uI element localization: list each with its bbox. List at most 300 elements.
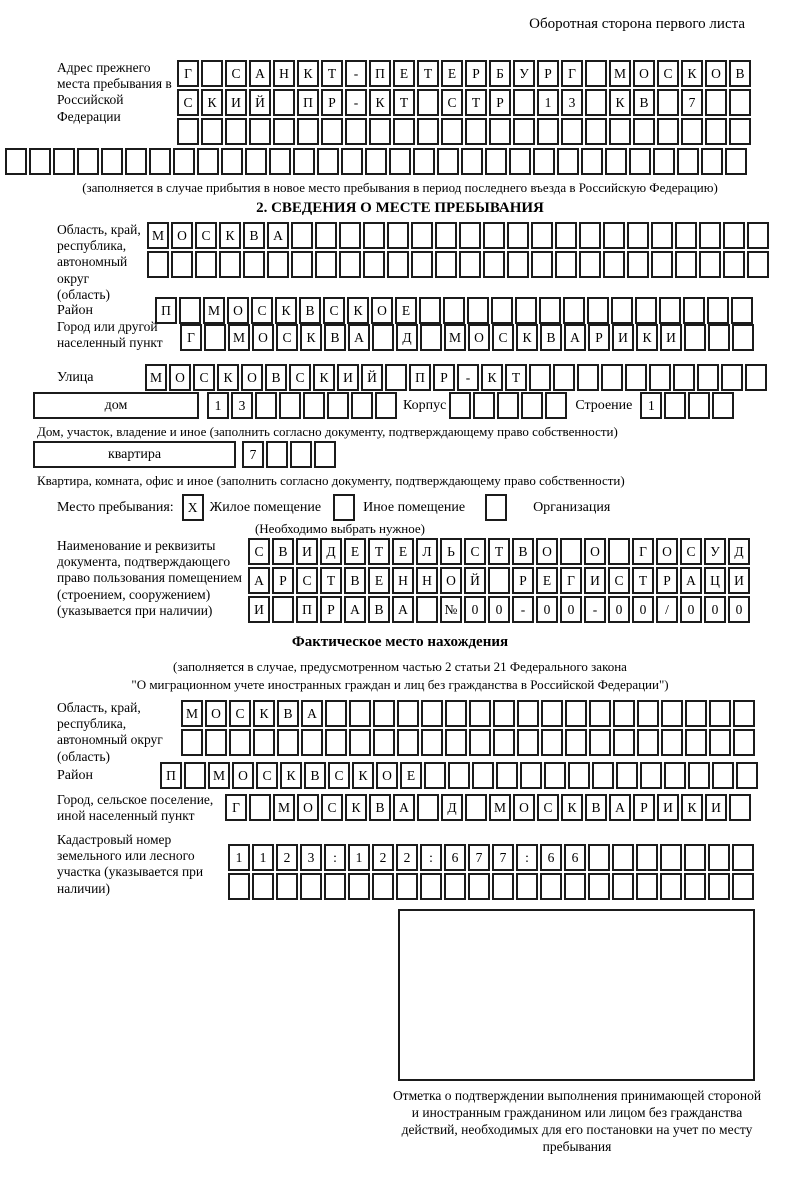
char-cell[interactable] — [627, 222, 649, 249]
char-cell[interactable] — [459, 222, 481, 249]
char-cell[interactable] — [616, 762, 638, 789]
char-cell[interactable]: М — [444, 324, 466, 351]
char-cell[interactable] — [411, 251, 433, 278]
char-cell[interactable] — [147, 251, 169, 278]
char-cell[interactable] — [469, 729, 491, 756]
char-cell[interactable]: И — [296, 538, 318, 565]
char-cell[interactable] — [723, 251, 745, 278]
char-cell[interactable] — [445, 700, 467, 727]
char-cell[interactable] — [509, 148, 531, 175]
char-cell[interactable]: Р — [633, 794, 655, 821]
char-cell[interactable] — [173, 148, 195, 175]
char-cell[interactable]: О — [171, 222, 193, 249]
char-cell[interactable]: Н — [273, 60, 295, 87]
char-cell[interactable]: И — [657, 794, 679, 821]
char-cell[interactable]: О — [705, 60, 727, 87]
char-cell[interactable] — [531, 222, 553, 249]
char-cell[interactable] — [579, 222, 601, 249]
char-cell[interactable] — [712, 762, 734, 789]
char-cell[interactable] — [513, 89, 535, 116]
char-cell[interactable] — [517, 700, 539, 727]
char-cell[interactable]: Н — [392, 567, 414, 594]
char-cell[interactable] — [297, 118, 319, 145]
char-cell[interactable]: С — [289, 364, 311, 391]
char-cell[interactable] — [577, 364, 599, 391]
char-cell[interactable] — [579, 251, 601, 278]
char-cell[interactable] — [497, 392, 519, 419]
char-cell[interactable] — [411, 222, 433, 249]
char-cell[interactable]: Р — [272, 567, 294, 594]
char-cell[interactable]: М — [181, 700, 203, 727]
char-cell[interactable]: Т — [417, 60, 439, 87]
char-cell[interactable]: С — [229, 700, 251, 727]
char-cell[interactable]: М — [208, 762, 230, 789]
char-cell[interactable]: О — [633, 60, 655, 87]
char-cell[interactable]: В — [344, 567, 366, 594]
char-cell[interactable]: В — [277, 700, 299, 727]
char-cell[interactable] — [291, 251, 313, 278]
char-cell[interactable] — [293, 148, 315, 175]
char-cell[interactable] — [640, 762, 662, 789]
char-cell[interactable]: Т — [465, 89, 487, 116]
char-cell[interactable] — [564, 873, 586, 900]
char-cell[interactable]: 6 — [444, 844, 466, 871]
char-cell[interactable] — [588, 873, 610, 900]
char-cell[interactable] — [489, 118, 511, 145]
char-cell[interactable]: Ц — [704, 567, 726, 594]
char-cell[interactable] — [345, 118, 367, 145]
char-cell[interactable]: К — [352, 762, 374, 789]
char-cell[interactable] — [349, 700, 371, 727]
char-cell[interactable] — [681, 118, 703, 145]
char-cell[interactable] — [701, 148, 723, 175]
char-cell[interactable]: С — [537, 794, 559, 821]
char-cell[interactable]: С — [323, 297, 345, 324]
char-cell[interactable]: И — [225, 89, 247, 116]
char-cell[interactable] — [608, 538, 630, 565]
char-cell[interactable]: Т — [632, 567, 654, 594]
char-cell[interactable]: К — [201, 89, 223, 116]
char-cell[interactable] — [565, 729, 587, 756]
char-cell[interactable] — [592, 762, 614, 789]
char-cell[interactable] — [708, 324, 730, 351]
char-cell[interactable] — [363, 222, 385, 249]
char-cell[interactable] — [389, 148, 411, 175]
char-cell[interactable] — [581, 148, 603, 175]
char-cell[interactable] — [197, 148, 219, 175]
char-cell[interactable] — [363, 251, 385, 278]
char-cell[interactable]: 3 — [300, 844, 322, 871]
char-cell[interactable]: В — [633, 89, 655, 116]
char-cell[interactable]: А — [609, 794, 631, 821]
char-cell[interactable]: М — [609, 60, 631, 87]
char-cell[interactable] — [609, 118, 631, 145]
char-cell[interactable] — [723, 222, 745, 249]
char-cell[interactable]: С — [464, 538, 486, 565]
char-cell[interactable]: В — [512, 538, 534, 565]
char-cell[interactable]: К — [347, 297, 369, 324]
char-cell[interactable] — [733, 729, 755, 756]
char-cell[interactable] — [324, 873, 346, 900]
char-cell[interactable]: К — [516, 324, 538, 351]
char-cell[interactable] — [253, 729, 275, 756]
char-cell[interactable] — [555, 251, 577, 278]
char-cell[interactable] — [649, 364, 671, 391]
char-cell[interactable] — [177, 118, 199, 145]
char-cell[interactable]: М — [228, 324, 250, 351]
char-cell[interactable]: Е — [536, 567, 558, 594]
char-cell[interactable]: А — [344, 596, 366, 623]
char-cell[interactable]: О — [205, 700, 227, 727]
char-cell[interactable] — [625, 364, 647, 391]
char-cell[interactable]: Е — [344, 538, 366, 565]
char-cell[interactable]: / — [656, 596, 678, 623]
char-cell[interactable]: А — [348, 324, 370, 351]
char-cell[interactable]: Т — [321, 60, 343, 87]
char-cell[interactable] — [373, 700, 395, 727]
char-cell[interactable] — [273, 89, 295, 116]
char-cell[interactable] — [29, 148, 51, 175]
char-cell[interactable] — [637, 700, 659, 727]
char-cell[interactable] — [507, 251, 529, 278]
char-cell[interactable]: О — [232, 762, 254, 789]
char-cell[interactable]: В — [265, 364, 287, 391]
char-cell[interactable]: Т — [320, 567, 342, 594]
char-cell[interactable]: Й — [249, 89, 271, 116]
char-cell[interactable] — [243, 251, 265, 278]
char-cell[interactable]: П — [296, 596, 318, 623]
char-cell[interactable] — [325, 729, 347, 756]
char-cell[interactable] — [493, 729, 515, 756]
char-cell[interactable] — [365, 148, 387, 175]
char-cell[interactable]: К — [345, 794, 367, 821]
char-cell[interactable] — [637, 729, 659, 756]
char-cell[interactable] — [661, 729, 683, 756]
char-cell[interactable] — [348, 873, 370, 900]
char-cell[interactable]: Р — [321, 89, 343, 116]
char-cell[interactable]: О — [376, 762, 398, 789]
char-cell[interactable]: О — [241, 364, 263, 391]
stay-type-checkbox-residential[interactable]: X — [182, 494, 204, 521]
char-cell[interactable] — [417, 89, 439, 116]
char-cell[interactable] — [420, 324, 442, 351]
char-cell[interactable] — [483, 251, 505, 278]
char-cell[interactable]: С — [321, 794, 343, 821]
char-cell[interactable] — [125, 148, 147, 175]
char-cell[interactable]: Р — [537, 60, 559, 87]
char-cell[interactable]: А — [564, 324, 586, 351]
char-cell[interactable] — [492, 873, 514, 900]
char-cell[interactable]: : — [324, 844, 346, 871]
char-cell[interactable]: С — [276, 324, 298, 351]
char-cell[interactable] — [225, 118, 247, 145]
char-cell[interactable] — [709, 729, 731, 756]
char-cell[interactable] — [568, 762, 590, 789]
char-cell[interactable]: К — [681, 60, 703, 87]
char-cell[interactable]: С — [251, 297, 273, 324]
char-cell[interactable]: И — [337, 364, 359, 391]
char-cell[interactable]: Л — [416, 538, 438, 565]
char-cell[interactable]: С — [328, 762, 350, 789]
char-cell[interactable]: К — [369, 89, 391, 116]
char-cell[interactable]: Е — [392, 538, 414, 565]
char-cell[interactable]: Т — [488, 538, 510, 565]
char-cell[interactable] — [339, 222, 361, 249]
char-cell[interactable] — [421, 729, 443, 756]
char-cell[interactable]: К — [217, 364, 239, 391]
char-cell[interactable] — [653, 148, 675, 175]
char-cell[interactable] — [195, 251, 217, 278]
char-cell[interactable]: В — [585, 794, 607, 821]
char-cell[interactable]: - — [345, 89, 367, 116]
char-cell[interactable]: В — [272, 538, 294, 565]
char-cell[interactable] — [448, 762, 470, 789]
char-cell[interactable]: П — [297, 89, 319, 116]
char-cell[interactable] — [393, 118, 415, 145]
char-cell[interactable] — [520, 762, 542, 789]
char-cell[interactable]: 6 — [564, 844, 586, 871]
char-cell[interactable]: Т — [368, 538, 390, 565]
char-cell[interactable]: И — [728, 567, 750, 594]
char-cell[interactable]: К — [275, 297, 297, 324]
char-cell[interactable] — [660, 844, 682, 871]
char-cell[interactable]: С — [441, 89, 463, 116]
char-cell[interactable]: М — [147, 222, 169, 249]
stay-type-checkbox-organization[interactable] — [485, 494, 507, 521]
char-cell[interactable] — [201, 60, 223, 87]
char-cell[interactable] — [627, 251, 649, 278]
char-cell[interactable]: Г — [561, 60, 583, 87]
char-cell[interactable]: 7 — [242, 441, 264, 468]
char-cell[interactable] — [688, 762, 710, 789]
char-cell[interactable] — [273, 118, 295, 145]
char-cell[interactable]: Г — [560, 567, 582, 594]
char-cell[interactable] — [303, 392, 325, 419]
char-cell[interactable] — [677, 148, 699, 175]
char-cell[interactable]: : — [516, 844, 538, 871]
char-cell[interactable] — [245, 148, 267, 175]
stay-type-checkbox-other-premises[interactable] — [333, 494, 355, 521]
char-cell[interactable] — [339, 251, 361, 278]
char-cell[interactable] — [721, 364, 743, 391]
char-cell[interactable]: Т — [393, 89, 415, 116]
char-cell[interactable]: И — [612, 324, 634, 351]
char-cell[interactable]: : — [420, 844, 442, 871]
char-cell[interactable] — [171, 251, 193, 278]
char-cell[interactable]: К — [681, 794, 703, 821]
char-cell[interactable]: А — [248, 567, 270, 594]
char-cell[interactable] — [629, 148, 651, 175]
char-cell[interactable]: 0 — [536, 596, 558, 623]
char-cell[interactable]: К — [280, 762, 302, 789]
char-cell[interactable]: Г — [177, 60, 199, 87]
char-cell[interactable]: А — [393, 794, 415, 821]
char-cell[interactable]: 7 — [681, 89, 703, 116]
char-cell[interactable]: У — [513, 60, 535, 87]
char-cell[interactable] — [747, 222, 769, 249]
char-cell[interactable] — [708, 844, 730, 871]
char-cell[interactable]: 6 — [540, 844, 562, 871]
char-cell[interactable] — [603, 251, 625, 278]
char-cell[interactable]: В — [324, 324, 346, 351]
char-cell[interactable] — [483, 222, 505, 249]
char-cell[interactable]: А — [267, 222, 289, 249]
char-cell[interactable] — [291, 222, 313, 249]
char-cell[interactable]: О — [584, 538, 606, 565]
char-cell[interactable]: Р — [512, 567, 534, 594]
char-cell[interactable]: Г — [225, 794, 247, 821]
char-cell[interactable]: И — [248, 596, 270, 623]
char-cell[interactable]: В — [368, 596, 390, 623]
char-cell[interactable]: М — [145, 364, 167, 391]
char-cell[interactable]: Р — [588, 324, 610, 351]
char-cell[interactable]: 1 — [640, 392, 662, 419]
char-cell[interactable] — [465, 794, 487, 821]
char-cell[interactable] — [421, 700, 443, 727]
char-cell[interactable] — [745, 364, 767, 391]
char-cell[interactable]: Е — [368, 567, 390, 594]
char-cell[interactable] — [540, 873, 562, 900]
char-cell[interactable] — [533, 148, 555, 175]
char-cell[interactable] — [181, 729, 203, 756]
char-cell[interactable] — [729, 118, 751, 145]
char-cell[interactable]: С — [177, 89, 199, 116]
char-cell[interactable] — [413, 148, 435, 175]
char-cell[interactable] — [375, 392, 397, 419]
char-cell[interactable]: 7 — [492, 844, 514, 871]
char-cell[interactable]: С — [256, 762, 278, 789]
char-cell[interactable] — [603, 222, 625, 249]
char-cell[interactable] — [488, 567, 510, 594]
char-cell[interactable] — [664, 392, 686, 419]
char-cell[interactable] — [269, 148, 291, 175]
char-cell[interactable] — [657, 118, 679, 145]
char-cell[interactable]: П — [160, 762, 182, 789]
char-cell[interactable]: 1 — [348, 844, 370, 871]
char-cell[interactable] — [729, 794, 751, 821]
char-cell[interactable] — [417, 118, 439, 145]
char-cell[interactable]: О — [513, 794, 535, 821]
char-cell[interactable] — [712, 392, 734, 419]
char-cell[interactable]: 0 — [608, 596, 630, 623]
char-cell[interactable] — [461, 148, 483, 175]
char-cell[interactable]: К — [219, 222, 241, 249]
char-cell[interactable]: 0 — [728, 596, 750, 623]
char-cell[interactable] — [205, 729, 227, 756]
char-cell[interactable] — [705, 89, 727, 116]
char-cell[interactable] — [249, 794, 271, 821]
char-cell[interactable] — [445, 729, 467, 756]
char-cell[interactable]: Н — [416, 567, 438, 594]
char-cell[interactable] — [301, 729, 323, 756]
char-cell[interactable] — [684, 873, 706, 900]
char-cell[interactable] — [553, 364, 575, 391]
char-cell[interactable] — [588, 844, 610, 871]
char-cell[interactable]: К — [481, 364, 503, 391]
char-cell[interactable] — [325, 700, 347, 727]
char-cell[interactable]: Д — [441, 794, 463, 821]
char-cell[interactable] — [372, 873, 394, 900]
char-cell[interactable] — [424, 762, 446, 789]
char-cell[interactable] — [585, 89, 607, 116]
char-cell[interactable]: Д — [320, 538, 342, 565]
char-cell[interactable] — [255, 392, 277, 419]
char-cell[interactable]: К — [636, 324, 658, 351]
char-cell[interactable] — [507, 222, 529, 249]
char-cell[interactable] — [732, 324, 754, 351]
char-cell[interactable]: Р — [320, 596, 342, 623]
char-cell[interactable] — [708, 873, 730, 900]
char-cell[interactable]: С — [248, 538, 270, 565]
char-cell[interactable] — [565, 700, 587, 727]
char-cell[interactable] — [636, 844, 658, 871]
char-cell[interactable] — [688, 392, 710, 419]
char-cell[interactable] — [441, 118, 463, 145]
char-cell[interactable]: В — [369, 794, 391, 821]
char-cell[interactable]: С — [296, 567, 318, 594]
char-cell[interactable]: К — [300, 324, 322, 351]
char-cell[interactable] — [77, 148, 99, 175]
char-cell[interactable] — [605, 148, 627, 175]
char-cell[interactable]: Е — [395, 297, 417, 324]
char-cell[interactable] — [396, 873, 418, 900]
char-cell[interactable] — [612, 873, 634, 900]
char-cell[interactable]: М — [203, 297, 225, 324]
char-cell[interactable] — [201, 118, 223, 145]
char-cell[interactable] — [545, 392, 567, 419]
char-cell[interactable] — [513, 118, 535, 145]
char-cell[interactable] — [449, 392, 471, 419]
char-cell[interactable]: Г — [180, 324, 202, 351]
char-cell[interactable] — [279, 392, 301, 419]
char-cell[interactable] — [435, 251, 457, 278]
char-cell[interactable]: 1 — [207, 392, 229, 419]
char-cell[interactable] — [705, 118, 727, 145]
char-cell[interactable] — [664, 762, 686, 789]
char-cell[interactable] — [228, 873, 250, 900]
char-cell[interactable] — [589, 729, 611, 756]
char-cell[interactable] — [373, 729, 395, 756]
char-cell[interactable] — [699, 251, 721, 278]
char-cell[interactable]: Ь — [440, 538, 462, 565]
char-cell[interactable] — [101, 148, 123, 175]
char-cell[interactable] — [349, 729, 371, 756]
char-cell[interactable] — [544, 762, 566, 789]
char-cell[interactable] — [496, 762, 518, 789]
char-cell[interactable] — [699, 222, 721, 249]
char-cell[interactable] — [531, 251, 553, 278]
char-cell[interactable] — [589, 700, 611, 727]
char-cell[interactable] — [317, 148, 339, 175]
char-cell[interactable]: К — [313, 364, 335, 391]
char-cell[interactable]: А — [392, 596, 414, 623]
char-cell[interactable] — [459, 251, 481, 278]
char-cell[interactable] — [732, 873, 754, 900]
char-cell[interactable] — [315, 222, 337, 249]
char-cell[interactable] — [397, 700, 419, 727]
char-cell[interactable] — [468, 873, 490, 900]
char-cell[interactable] — [601, 364, 623, 391]
char-cell[interactable]: К — [297, 60, 319, 87]
char-cell[interactable]: С — [608, 567, 630, 594]
char-cell[interactable] — [485, 148, 507, 175]
char-cell[interactable]: К — [561, 794, 583, 821]
char-cell[interactable] — [697, 364, 719, 391]
char-cell[interactable] — [684, 324, 706, 351]
char-cell[interactable] — [387, 222, 409, 249]
char-cell[interactable]: О — [297, 794, 319, 821]
char-cell[interactable] — [613, 700, 635, 727]
